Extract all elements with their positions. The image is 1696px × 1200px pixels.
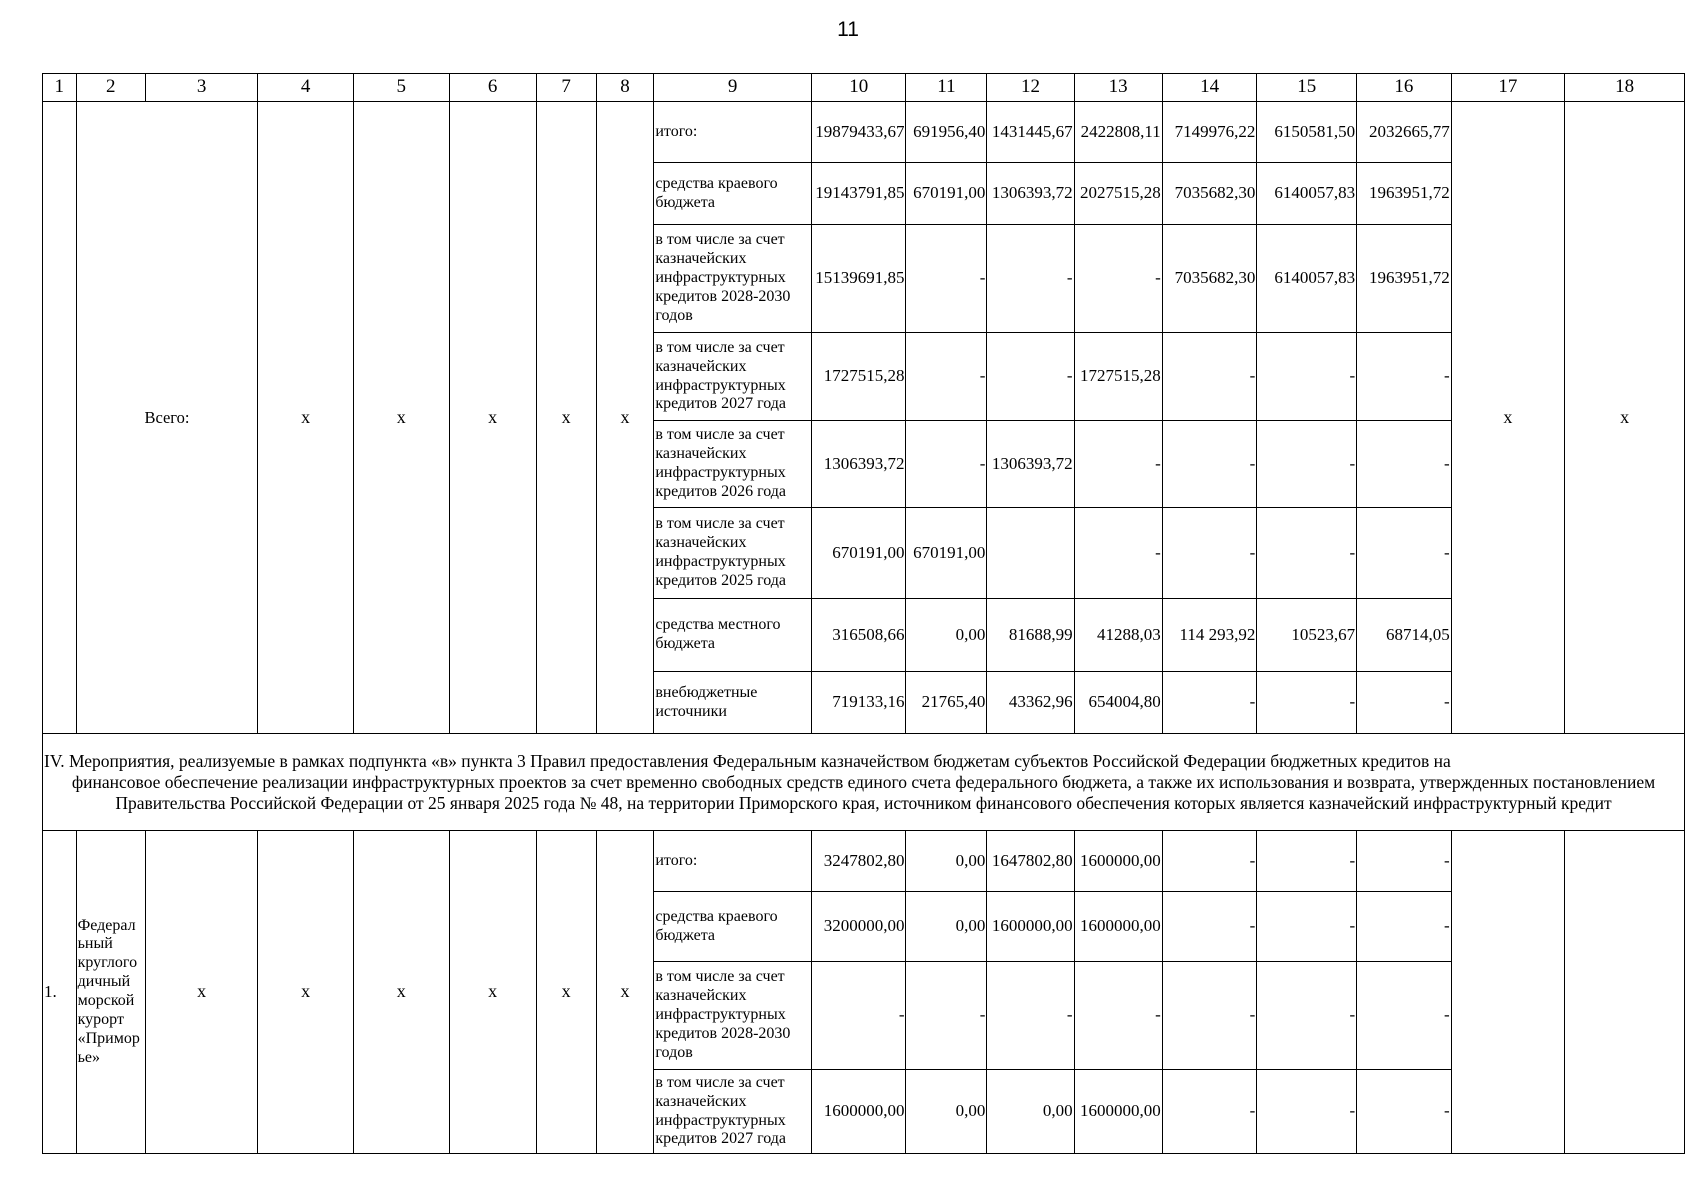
header-cell: 16 <box>1357 74 1452 102</box>
value-cell: 43362,96 <box>987 672 1074 734</box>
value-cell: 670191,00 <box>906 163 987 225</box>
header-cell: 13 <box>1074 74 1162 102</box>
value-cell: 3247802,80 <box>811 831 906 892</box>
header-cell: 2 <box>76 74 145 102</box>
row-label: внебюджетные источники <box>654 672 812 734</box>
x-mark: х <box>1451 102 1564 734</box>
value-cell: - <box>1257 1070 1357 1154</box>
value-cell: 7035682,30 <box>1162 163 1257 225</box>
section-title-rest: финансовое обеспечение реализации инфраструктурных проектов за счет временно свободных средств единого счета федерального бюджета, а также их использования и возврата, утвержденных постановлением Правительства Российской Федерации от 25 января 2025 года № 48, на территории Приморского края, источником финансового обеспечения которых является казначейский инфраструктурный кредит <box>71 771 1656 813</box>
section-title <box>43 734 1685 831</box>
value-cell: - <box>1357 672 1452 734</box>
value-cell: 1600000,00 <box>1074 831 1162 892</box>
value-cell: - <box>1357 831 1452 892</box>
value-cell: 654004,80 <box>1074 672 1162 734</box>
value-cell: - <box>1162 333 1257 421</box>
value-cell: - <box>1074 508 1162 599</box>
value-cell: - <box>1357 1070 1452 1154</box>
value-cell: - <box>1257 672 1357 734</box>
value-cell: 19879433,67 <box>811 102 906 163</box>
x-mark: х <box>258 102 354 734</box>
row-label: итого: <box>654 102 812 163</box>
header-cell: 15 <box>1257 74 1357 102</box>
total-number-cell <box>43 102 77 734</box>
value-cell: 1600000,00 <box>1074 892 1162 962</box>
header-cell: 12 <box>987 74 1074 102</box>
value-cell: - <box>1162 672 1257 734</box>
row-label: в том числе за счет казначейских инфраструктурных кредитов 2026 года <box>654 421 812 508</box>
empty-cell <box>1451 831 1564 1154</box>
value-cell: 691956,40 <box>906 102 987 163</box>
value-cell: 0,00 <box>906 1070 987 1154</box>
value-cell: 7149976,22 <box>1162 102 1257 163</box>
value-cell: 719133,16 <box>811 672 906 734</box>
value-cell: - <box>1162 892 1257 962</box>
value-cell: 1963951,72 <box>1357 225 1452 333</box>
value-cell: 1727515,28 <box>811 333 906 421</box>
value-cell: - <box>1357 333 1452 421</box>
value-cell: 1600000,00 <box>811 1070 906 1154</box>
value-cell: - <box>1257 892 1357 962</box>
value-cell: 2027515,28 <box>1074 163 1162 225</box>
value-cell: 670191,00 <box>811 508 906 599</box>
row-label: в том числе за счет казначейских инфраструктурных кредитов 2027 года <box>654 1070 812 1154</box>
value-cell: - <box>1257 508 1357 599</box>
value-cell: - <box>1357 892 1452 962</box>
header-cell: 3 <box>145 74 257 102</box>
value-cell: 114 293,92 <box>1162 599 1257 672</box>
header-cell: 18 <box>1565 74 1685 102</box>
value-cell: 1600000,00 <box>987 892 1074 962</box>
header-cell: 9 <box>654 74 812 102</box>
project-name: Федерал ьный круглого дичный морской курорт «Примор ье» <box>76 831 145 1154</box>
value-cell: 7035682,30 <box>1162 225 1257 333</box>
value-cell: 2422808,11 <box>1074 102 1162 163</box>
value-cell: - <box>906 962 987 1070</box>
header-cell: 5 <box>353 74 449 102</box>
value-cell: - <box>906 333 987 421</box>
section-row <box>43 734 1685 831</box>
value-cell: - <box>1162 962 1257 1070</box>
x-mark: х <box>596 102 654 734</box>
value-cell: - <box>1357 962 1452 1070</box>
row-label: в том числе за счет казначейских инфраструктурных кредитов 2027 года <box>654 333 812 421</box>
value-cell: 6140057,83 <box>1257 225 1357 333</box>
value-cell: 21765,40 <box>906 672 987 734</box>
value-cell: - <box>987 962 1074 1070</box>
budget-table <box>42 73 1685 1154</box>
header-cell: 11 <box>906 74 987 102</box>
value-cell: 316508,66 <box>811 599 906 672</box>
x-mark: х <box>353 102 449 734</box>
header-cell: 8 <box>596 74 654 102</box>
x-mark: х <box>449 831 536 1154</box>
row-label: итого: <box>654 831 812 892</box>
x-mark: х <box>596 831 654 1154</box>
header-cell: 14 <box>1162 74 1257 102</box>
header-cell: 17 <box>1451 74 1564 102</box>
value-cell: 10523,67 <box>1257 599 1357 672</box>
total-row-itogo <box>43 102 1685 163</box>
value-cell: - <box>1257 962 1357 1070</box>
row-label: в том числе за счет казначейских инфраструктурных кредитов 2028-2030 годов <box>654 962 812 1070</box>
page-number: 11 <box>837 18 859 41</box>
value-cell <box>987 508 1074 599</box>
header-cell: 10 <box>811 74 906 102</box>
value-cell: - <box>1257 421 1357 508</box>
row-label: средства краевого бюджета <box>654 892 812 962</box>
header-cell: 1 <box>43 74 77 102</box>
value-cell: - <box>1162 508 1257 599</box>
value-cell: 0,00 <box>987 1070 1074 1154</box>
value-cell: 1727515,28 <box>1074 333 1162 421</box>
value-cell: - <box>1074 225 1162 333</box>
section-title-line1: IV. Мероприятия, реализуемые в рамках подпункта «в» пункта 3 Правил предоставления Федеральным казначейством бюджетам субъектов Российской Федерации бюджетных кредитов на <box>44 750 1451 771</box>
value-cell: 81688,99 <box>987 599 1074 672</box>
x-mark: х <box>536 102 596 734</box>
value-cell: 41288,03 <box>1074 599 1162 672</box>
row-label: в том числе за счет казначейских инфраструктурных кредитов 2028-2030 годов <box>654 225 812 333</box>
value-cell: 1600000,00 <box>1074 1070 1162 1154</box>
value-cell: 1647802,80 <box>987 831 1074 892</box>
value-cell: 15139691,85 <box>811 225 906 333</box>
value-cell: - <box>1162 831 1257 892</box>
value-cell: - <box>987 333 1074 421</box>
x-mark: х <box>145 831 257 1154</box>
value-cell: 3200000,00 <box>811 892 906 962</box>
value-cell: - <box>1162 421 1257 508</box>
row-label: в том числе за счет казначейских инфраструктурных кредитов 2025 года <box>654 508 812 599</box>
x-mark: х <box>1565 102 1685 734</box>
header-cell: 4 <box>258 74 354 102</box>
value-cell: - <box>1074 421 1162 508</box>
x-mark: х <box>353 831 449 1154</box>
x-mark: х <box>258 831 354 1154</box>
value-cell: 19143791,85 <box>811 163 906 225</box>
value-cell: 1963951,72 <box>1357 163 1452 225</box>
value-cell: 0,00 <box>906 599 987 672</box>
value-cell: - <box>906 421 987 508</box>
value-cell: 0,00 <box>906 831 987 892</box>
value-cell: - <box>1357 421 1452 508</box>
value-cell: 0,00 <box>906 892 987 962</box>
project-number: 1. <box>43 831 77 1154</box>
value-cell: - <box>1162 1070 1257 1154</box>
value-cell: 1306393,72 <box>987 421 1074 508</box>
value-cell: - <box>1074 962 1162 1070</box>
value-cell: - <box>1257 831 1357 892</box>
value-cell: - <box>811 962 906 1070</box>
value-cell: - <box>906 225 987 333</box>
value-cell: 6150581,50 <box>1257 102 1357 163</box>
x-mark: х <box>449 102 536 734</box>
value-cell: - <box>987 225 1074 333</box>
total-label: Всего: <box>76 102 258 734</box>
value-cell: 1306393,72 <box>987 163 1074 225</box>
value-cell: 1306393,72 <box>811 421 906 508</box>
project-row-itogo <box>43 831 1685 892</box>
empty-cell <box>1565 831 1685 1154</box>
header-cell: 7 <box>536 74 596 102</box>
row-label: средства местного бюджета <box>654 599 812 672</box>
value-cell: 6140057,83 <box>1257 163 1357 225</box>
value-cell: 1431445,67 <box>987 102 1074 163</box>
value-cell: 2032665,77 <box>1357 102 1452 163</box>
header-row <box>43 74 1685 102</box>
value-cell: - <box>1257 333 1357 421</box>
row-label: средства краевого бюджета <box>654 163 812 225</box>
value-cell: 68714,05 <box>1357 599 1452 672</box>
x-mark: х <box>536 831 596 1154</box>
value-cell: 670191,00 <box>906 508 987 599</box>
header-cell: 6 <box>449 74 536 102</box>
value-cell: - <box>1357 508 1452 599</box>
